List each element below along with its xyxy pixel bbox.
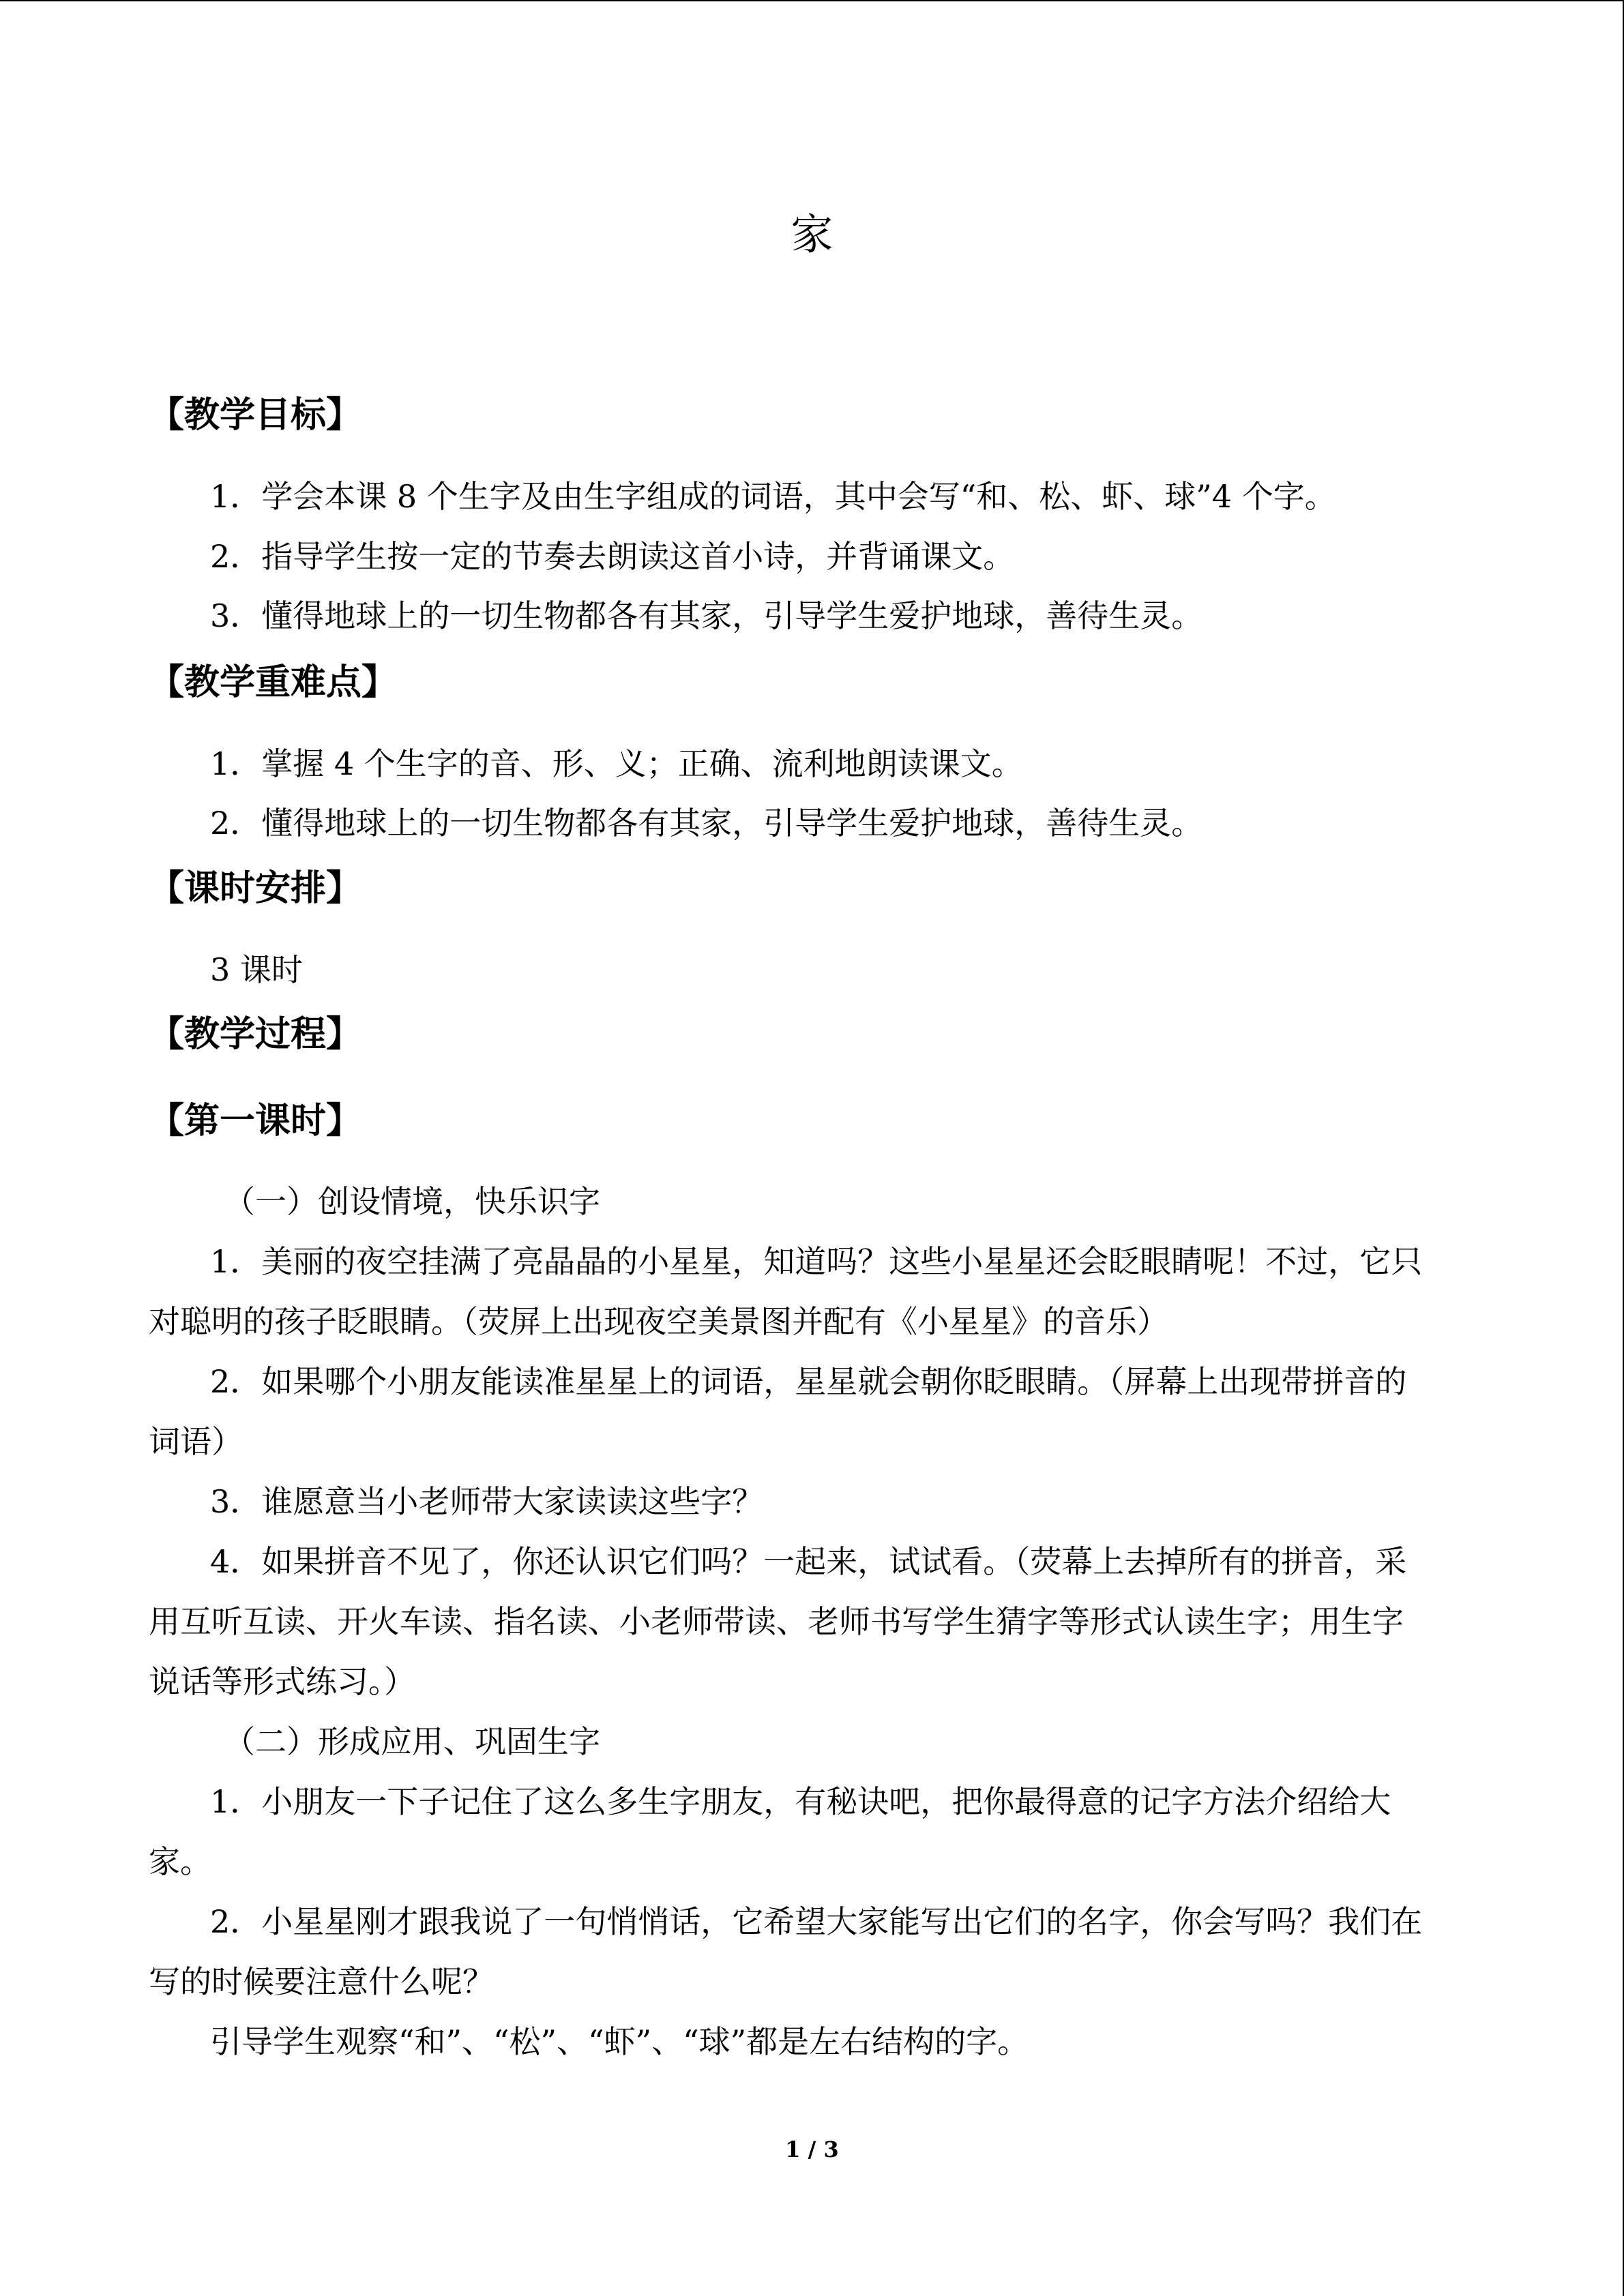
schedule-text: 3 课时 bbox=[210, 951, 303, 988]
paragraph-line: 1．小朋友一下子记住了这么多生字朋友，有秘诀吧，把你最得意的记字方法介绍给大 bbox=[210, 1783, 1391, 1820]
paragraph-line: 词语） bbox=[149, 1423, 243, 1460]
paragraph-line: 2．如果哪个小朋友能读准星星上的词语，星星就会朝你眨眼睛。（屏幕上出现带拼音的 bbox=[210, 1363, 1407, 1400]
paragraph-line: 用互听互读、开火车读、指名读、小老师带读、老师书写学生猜字等形式认读生字；用生字 bbox=[149, 1603, 1404, 1640]
paragraph-line: 对聪明的孩子眨眼睛。（荧屏上出现夜空美景图并配有《小星星》的音乐） bbox=[149, 1303, 1168, 1340]
paragraph-line: 3．谁愿意当小老师带大家读读这些字？ bbox=[210, 1483, 764, 1520]
paragraph-line: 写的时候要注意什么呢？ bbox=[149, 1963, 494, 2000]
page-title: 家 bbox=[791, 209, 833, 259]
objective-item: 3．懂得地球上的一切生物都各有其家，引导学生爱护地球，善待生灵。 bbox=[210, 597, 1203, 634]
page-number: 1 / 3 bbox=[785, 2136, 839, 2162]
paragraph-line: 家。 bbox=[149, 1843, 211, 1880]
heading-schedule: 【课时安排】 bbox=[149, 868, 362, 909]
paragraph-line: 4．如果拼音不见了，你还认识它们吗？一起来，试试看。（荧幕上去掉所有的拼音，采 bbox=[210, 1543, 1407, 1580]
objective-item: 2．指导学生按一定的节奏去朗读这首小诗，并背诵课文。 bbox=[210, 538, 1015, 575]
paragraph-line: 1．美丽的夜空挂满了亮晶晶的小星星，知道吗？这些小星星还会眨眼睛呢！不过，它只 bbox=[210, 1243, 1423, 1280]
key-point-item: 2．懂得地球上的一切生物都各有其家，引导学生爱护地球，善待生灵。 bbox=[210, 805, 1203, 841]
part2-title: （二）形成应用、巩固生字 bbox=[224, 1723, 600, 1760]
heading-key-points: 【教学重难点】 bbox=[149, 662, 398, 703]
paragraph-line: 说话等形式练习。） bbox=[149, 1663, 415, 1700]
part1-title: （一）创设情境，快乐识字 bbox=[224, 1183, 600, 1220]
heading-process: 【教学过程】 bbox=[149, 1014, 362, 1055]
heading-objectives: 【教学目标】 bbox=[149, 395, 362, 436]
heading-lesson-1: 【第一课时】 bbox=[149, 1101, 362, 1142]
paragraph-line: 2．小星星刚才跟我说了一句悄悄话，它希望大家能写出它们的名字，你会写吗？我们在 bbox=[210, 1903, 1423, 1940]
paragraph-line: 引导学生观察“和”、“松”、“虾”、“球”都是左右结构的字。 bbox=[210, 2023, 1029, 2060]
key-point-item: 1．掌握 4 个生字的音、形、义；正确、流利地朗读课文。 bbox=[210, 745, 1023, 782]
objective-item: 1．学会本课 8 个生字及由生字组成的词语，其中会写“和、松、虾、球”4 个字。 bbox=[210, 478, 1336, 515]
